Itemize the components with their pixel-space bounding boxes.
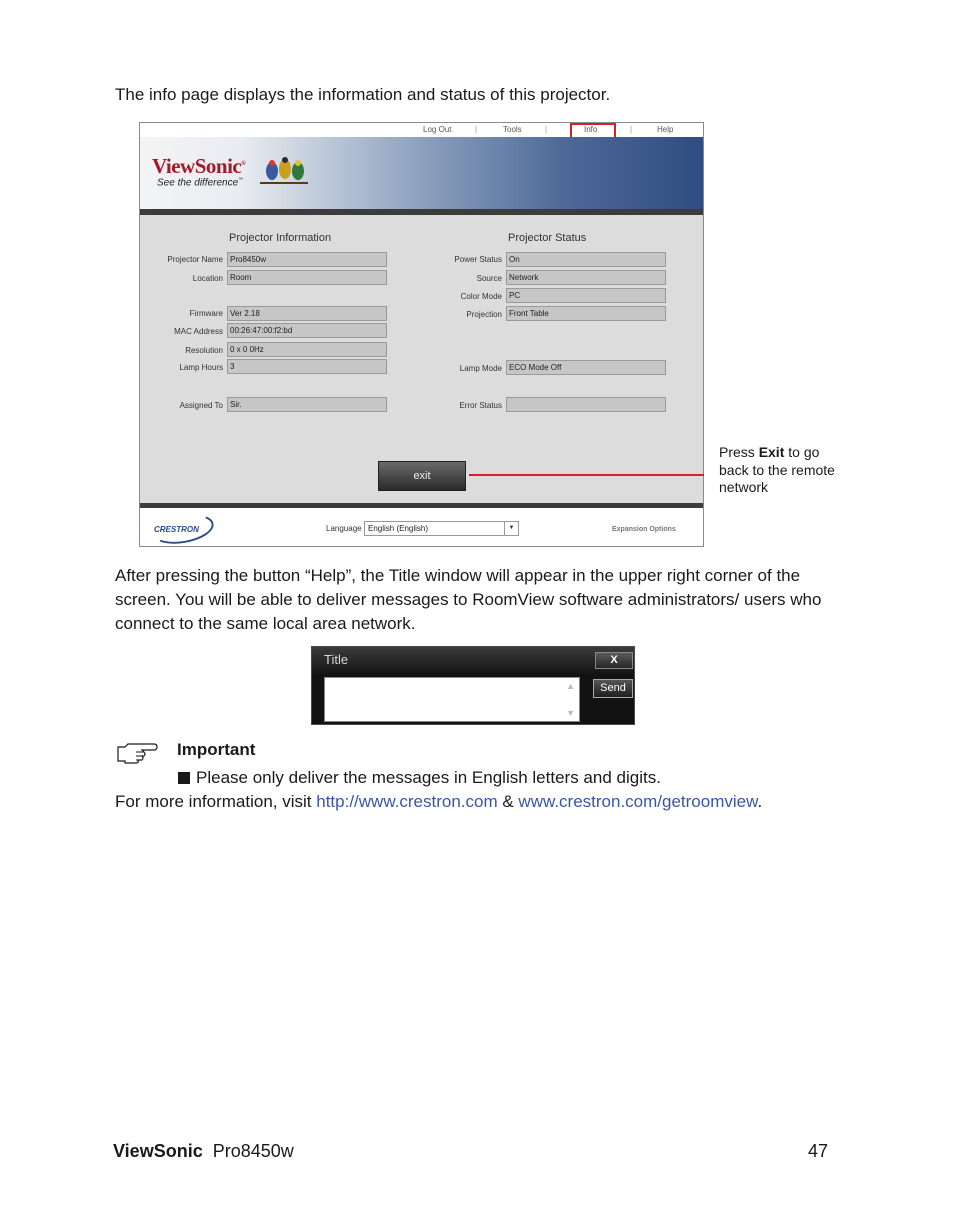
exit-button[interactable]: exit	[378, 461, 466, 491]
title-window	[311, 646, 635, 725]
language-select-value: English (English)	[368, 524, 429, 533]
projector-info-title: Projector Information	[229, 232, 332, 244]
field-label: Lamp Hours	[179, 363, 223, 372]
field-label: Source	[476, 274, 502, 283]
tagline: See the difference™	[157, 177, 244, 189]
viewsonic-logo: ViewSonic®	[152, 154, 246, 178]
lamp-mode-field: ECO Mode Off	[506, 360, 666, 375]
nav-help[interactable]: Help	[657, 125, 674, 134]
header-divider	[140, 209, 703, 215]
crestron-logo: CRESTRON	[154, 525, 199, 534]
title-bar	[312, 647, 634, 673]
field-label: MAC Address	[174, 327, 223, 336]
nav-info[interactable]: Info	[584, 125, 598, 134]
footer-brand: ViewSonic	[113, 1141, 203, 1161]
lamp-hours-field: 3	[227, 359, 387, 374]
projector-status-title: Projector Status	[508, 232, 587, 244]
expansion-options-link[interactable]: Expansion Options	[612, 526, 676, 533]
error-status-field	[506, 397, 666, 412]
title-window-title: Title	[324, 652, 349, 667]
field-label: Error Status	[459, 401, 502, 410]
field-label: Resolution	[185, 346, 223, 355]
page-footer	[113, 1141, 294, 1162]
getroomview-link[interactable]: www.crestron.com/getroomview	[518, 792, 758, 811]
close-button[interactable]: X	[595, 652, 633, 669]
message-input[interactable]	[324, 677, 580, 722]
footer-model: Pro8450w	[212, 1141, 294, 1161]
field-label: Color Mode	[460, 292, 502, 301]
resolution-field: 0 x 0 0Hz	[227, 342, 387, 357]
firmware-field: Ver 2.18	[227, 306, 387, 321]
help-paragraph: After pressing the button “Help”, the Title window will appear in the upper right corner of the screen. You will be able to deliver messages to RoomView software administrators/ users who connect to the same local area network.	[115, 566, 822, 633]
language-select[interactable]	[364, 521, 519, 536]
crestron-link[interactable]: http://www.crestron.com	[316, 792, 498, 811]
callout-line	[469, 474, 704, 476]
projection-field: Front Table	[506, 306, 666, 321]
field-label: Power Status	[454, 255, 502, 264]
language-label: Language	[326, 524, 362, 533]
assigned-to-field: Sir.	[227, 397, 387, 412]
mac-address-field: 00:26:47:00:f2:bd	[227, 323, 387, 338]
page-number: 47	[808, 1141, 829, 1161]
field-label: Lamp Mode	[459, 364, 502, 373]
exit-callout: Press Exit to go back to the remote network	[719, 444, 835, 495]
send-button[interactable]: Send	[593, 679, 633, 698]
intro-text: The info page displays the information and status of this projector.	[115, 85, 611, 104]
top-nav: Log Out | Tools | Info | Help	[140, 123, 703, 137]
scroll-up-icon[interactable]: ▲	[566, 681, 575, 691]
dropdown-arrow-icon: ▼	[504, 522, 518, 535]
bullet-square-icon	[178, 772, 190, 784]
scroll-down-icon[interactable]: ▼	[566, 708, 575, 718]
field-label: Assigned To	[179, 401, 223, 410]
field-label: Projection	[466, 310, 502, 319]
nav-logout[interactable]: Log Out	[423, 125, 452, 134]
more-info-text: For more information, visit http://www.crestron.com & www.crestron.com/getroomview.	[115, 792, 763, 811]
info-page-screenshot	[139, 122, 704, 547]
projector-name-field: Pro8450w	[227, 252, 387, 267]
power-status-field: On	[506, 252, 666, 267]
color-mode-field: PC	[506, 288, 666, 303]
field-label: Firmware	[189, 309, 223, 318]
source-field: Network	[506, 270, 666, 285]
location-field: Room	[227, 270, 387, 285]
birds-logo-icon	[258, 155, 310, 189]
field-label: Projector Name	[167, 255, 223, 264]
important-bullet: Please only deliver the messages in English letters and digits.	[178, 766, 661, 790]
field-label: Location	[192, 274, 223, 283]
pointing-hand-icon	[116, 741, 160, 765]
important-heading: Important	[177, 740, 256, 759]
nav-tools[interactable]: Tools	[503, 125, 522, 134]
